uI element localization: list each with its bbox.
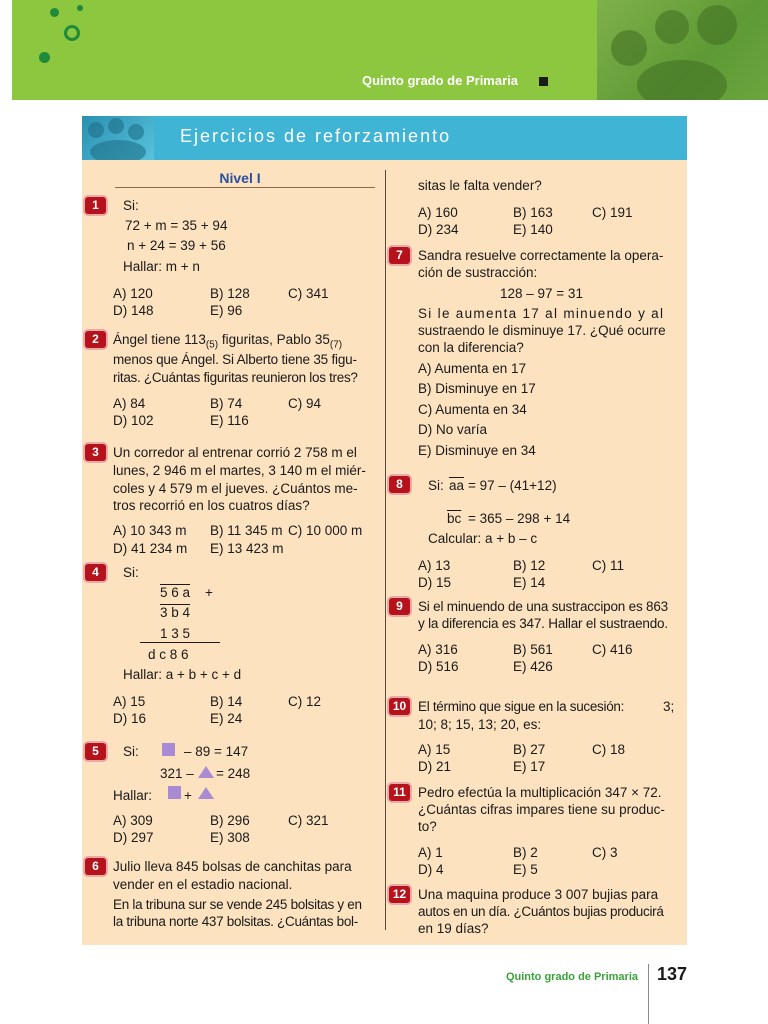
option: B) 561 <box>513 642 553 657</box>
column-divider <box>385 170 386 930</box>
option: D) 15 <box>418 575 452 590</box>
option: C) 191 <box>592 205 633 220</box>
option: C) 321 <box>288 813 329 828</box>
option: E) 140 <box>513 222 553 237</box>
option: C) 3 <box>592 845 618 860</box>
problem-number-badge: 12 <box>389 886 410 903</box>
problem-text: Si le aumenta 17 al minuendo y al <box>418 306 665 321</box>
decor-ring <box>64 25 80 41</box>
option: D) 102 <box>113 413 154 428</box>
problem-text: ritas. ¿Cuántas figuritas reunieron los tres? <box>113 370 358 385</box>
option: D) 148 <box>113 303 154 318</box>
problem-text: lunes, 2 946 m el martes, 3 140 m el miér- <box>113 463 366 478</box>
plus-sign: + <box>205 585 213 600</box>
option: E) 308 <box>210 830 250 845</box>
option: E) 5 <box>513 862 538 877</box>
problem-text: menos que Ángel. Si Alberto tiene 35 figu- <box>113 352 357 367</box>
option: B) 163 <box>513 205 553 220</box>
problem-text: Hallar: m + n <box>123 259 200 274</box>
problem-text: Si: <box>123 565 139 580</box>
option: B) 11 345 m <box>210 523 283 538</box>
triangle-shape-icon <box>198 787 214 799</box>
problem-text: Sandra resuelve correctamente la opera- <box>418 248 664 263</box>
option: B) 296 <box>210 813 250 828</box>
option: C) 416 <box>592 642 633 657</box>
sum-row: d c 8 6 <box>148 647 189 662</box>
sum-line <box>140 642 220 643</box>
problem-text: Si: <box>123 198 139 213</box>
option: C) 12 <box>288 694 322 709</box>
option: C) 18 <box>592 742 626 757</box>
option: A) 15 <box>113 694 146 709</box>
option: D) 41 234 m <box>113 541 188 556</box>
problem-text: ¿Cuántas cifras impares tiene su produc- <box>418 802 665 817</box>
option: D) 4 <box>418 862 444 877</box>
page-number: 137 <box>657 964 688 984</box>
problem-text: Pedro efectúa la multiplicación 347 × 72. <box>418 785 662 800</box>
option: A) 10 343 m <box>113 523 187 538</box>
option: A) 84 <box>113 396 146 411</box>
option: A) 13 <box>418 558 451 573</box>
problem-text: En la tribuna sur se vende 245 bolsitas y en <box>113 897 362 912</box>
equation: = 97 – (41+12) <box>468 478 557 493</box>
option: A) Aumenta en 17 <box>418 361 527 376</box>
problem-text: con la diferencia? <box>418 340 524 355</box>
decor-dot <box>50 8 59 17</box>
problem-text: tros recorrió en los cuatros días? <box>113 498 310 513</box>
option: A) 316 <box>418 642 458 657</box>
option: A) 160 <box>418 205 458 220</box>
problem-number-badge: 3 <box>85 444 106 461</box>
option: C) Aumenta en 34 <box>418 402 527 417</box>
equation: = 365 – 298 + 14 <box>468 511 571 526</box>
addend-row: 5 6 a <box>160 585 191 600</box>
header-photo <box>597 0 768 100</box>
footer-label: Quinto grado de Primaria <box>505 971 638 983</box>
header-bar <box>12 0 768 100</box>
option: D) 16 <box>113 711 147 726</box>
problem-number-badge: 6 <box>85 858 106 875</box>
option: A) 309 <box>113 813 153 828</box>
decor-dot <box>77 5 83 11</box>
problem-text: sitas le falta vender? <box>418 178 542 193</box>
problem-text: Un corredor al entrenar corrió 2 758 m el <box>113 445 357 460</box>
option: E) Disminuye en 34 <box>418 443 536 458</box>
problem-text: to? <box>418 819 437 834</box>
problem-text-part: Ángel tiene 113 <box>113 332 206 347</box>
problem-text: Una maquina produce 3 007 bujias para <box>418 887 659 902</box>
option: A) 15 <box>418 742 451 757</box>
problem-text: 72 + m = 35 + 94 <box>125 218 228 233</box>
problem-number-badge: 1 <box>85 197 106 214</box>
problem-text-part: figuritas, Pablo 35 <box>218 332 330 347</box>
option: C) 11 <box>592 558 625 573</box>
header-square-icon <box>539 77 548 86</box>
option: D) 234 <box>418 222 459 237</box>
problem-number-badge: 5 <box>85 743 106 760</box>
option: B) 2 <box>513 845 538 860</box>
level-title: Nivel I <box>219 170 261 186</box>
subscript: (7) <box>329 339 343 351</box>
problem-text: y la diferencia es 347. Hallar el sustraendo. <box>418 616 668 631</box>
problem-text: vender en el estadio nacional. <box>113 877 293 892</box>
equation: = 248 <box>216 766 251 781</box>
overline-number: $\overline{aa}$ <box>449 478 465 493</box>
problem-text: El término que sigue en la sucesión: <box>418 699 625 714</box>
option: E) 13 423 m <box>210 541 284 556</box>
problem-text: Hallar: a + b + c + d <box>123 667 242 682</box>
option: B) 27 <box>513 742 546 757</box>
option: E) 426 <box>513 659 553 674</box>
option: D) 516 <box>418 659 459 674</box>
problem-text: Hallar: <box>113 788 153 803</box>
footer-divider <box>648 964 649 1024</box>
problem-text: n + 24 = 39 + 56 <box>127 238 226 253</box>
option: E) 24 <box>210 711 243 726</box>
banner-photo <box>82 116 154 160</box>
option: B) 14 <box>210 694 243 709</box>
problem-number-badge: 4 <box>85 564 106 581</box>
level-underline <box>115 187 375 188</box>
option: A) 1 <box>418 845 443 860</box>
equation: 128 – 97 = 31 <box>500 286 583 301</box>
problem-text: Julio lleva 845 bolsas de canchitas para <box>113 859 352 874</box>
equation: – 89 = 147 <box>184 744 249 759</box>
addend-row: 1 3 5 <box>160 626 191 641</box>
decor-dot <box>39 52 50 63</box>
header-title: Quinto grado de Primaria <box>361 73 518 88</box>
problem-number-badge: 9 <box>389 598 410 615</box>
option: D) No varía <box>418 422 488 437</box>
problem-number-badge: 10 <box>389 698 410 715</box>
option: E) 17 <box>513 759 546 774</box>
section-banner <box>82 116 687 160</box>
problem-number-badge: 8 <box>389 476 410 493</box>
problem-number-badge: 11 <box>389 784 410 801</box>
problem-text: sustraendo le disminuye 17. ¿Qué ocurre <box>418 323 666 338</box>
addend-row: 3 b 4 <box>160 605 191 620</box>
option: D) 297 <box>113 830 154 845</box>
square-shape-icon <box>168 786 181 799</box>
banner-title: Ejercicios de reforzamiento <box>180 126 452 146</box>
equation: 321 – <box>160 766 194 781</box>
option: B) 128 <box>210 286 250 301</box>
problem-text: 3; <box>663 699 675 714</box>
problem-text: coles y 4 579 m el jueves. ¿Cuántos me- <box>113 481 358 496</box>
option: E) 14 <box>513 575 546 590</box>
option: B) 12 <box>513 558 546 573</box>
plus-sign: + <box>184 788 192 803</box>
option: A) 120 <box>113 286 153 301</box>
option: C) 94 <box>288 396 322 411</box>
option: E) 116 <box>210 413 249 428</box>
problem-text: Calcular: a + b – c <box>428 531 538 546</box>
problem-number-badge: 7 <box>389 247 410 264</box>
problem-text: Si: <box>123 744 139 759</box>
option: C) 341 <box>288 286 329 301</box>
problem-text: ción de sustracción: <box>418 265 538 280</box>
option: B) 74 <box>210 396 243 411</box>
option: E) 96 <box>210 303 243 318</box>
triangle-shape-icon <box>198 766 214 778</box>
option: D) 21 <box>418 759 452 774</box>
problem-text: 10; 8; 15, 13; 20, es: <box>418 717 542 732</box>
square-shape-icon <box>162 743 175 756</box>
problem-text: Si: <box>428 478 444 493</box>
problem-text: la tribuna norte 437 bolsitas. ¿Cuántas bol- <box>113 914 358 929</box>
overline-number: $\overline{bc}$ <box>447 511 462 526</box>
problem-text: Si el minuendo de una sustraccipon es 863 <box>418 599 668 614</box>
option: C) 10 000 m <box>288 523 363 538</box>
problem-text: en 19 días? <box>418 921 489 936</box>
problem-number-badge: 2 <box>85 331 106 348</box>
subscript: (5) <box>205 339 219 351</box>
option: B) Disminuye en 17 <box>418 381 536 396</box>
problem-text: autos en un día. ¿Cuántos bujias producirá <box>418 904 664 919</box>
